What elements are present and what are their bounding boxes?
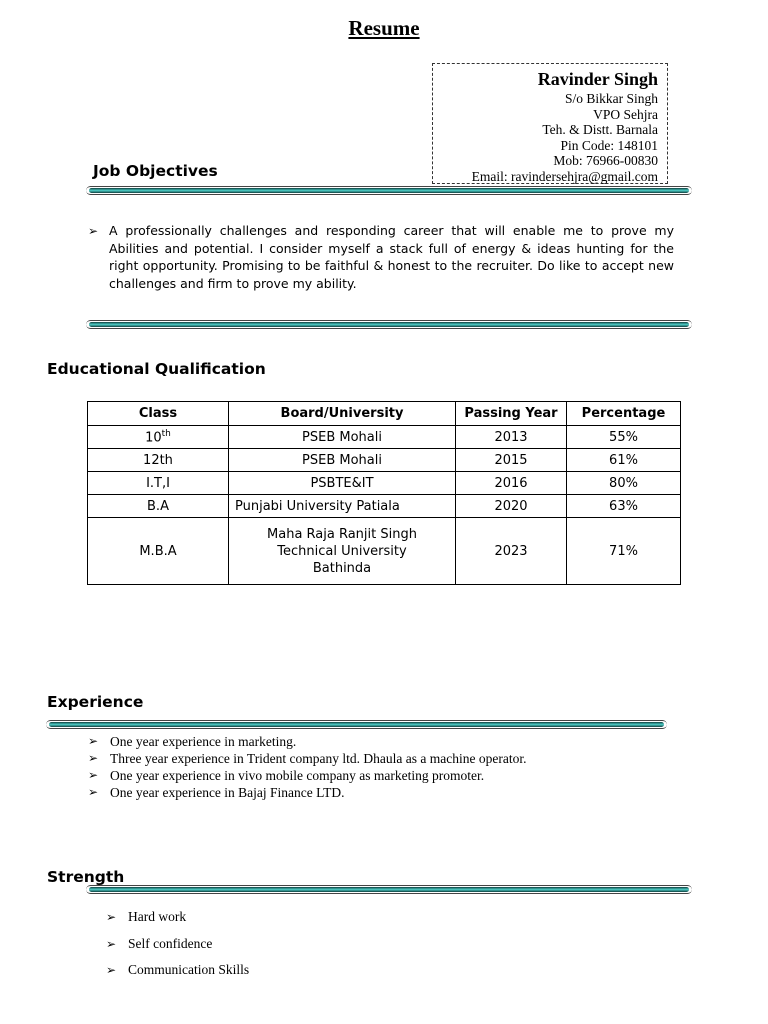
percentage-cell: 61% bbox=[567, 449, 681, 472]
board-line: Technical University bbox=[277, 543, 407, 559]
list-item: ➢ Communication Skills bbox=[106, 957, 249, 984]
experience-heading: Experience bbox=[47, 693, 144, 711]
section-divider bbox=[89, 188, 689, 193]
board-cell: PSEB Mohali bbox=[229, 449, 456, 472]
class-cell: B.A bbox=[88, 495, 229, 518]
table-row bbox=[88, 472, 681, 495]
percentage-cell: 63% bbox=[567, 495, 681, 518]
year-cell: 2015 bbox=[456, 449, 567, 472]
table-row bbox=[88, 449, 681, 472]
section-divider bbox=[49, 722, 664, 727]
list-item: ➢ Hard work bbox=[106, 904, 249, 931]
applicant-name: Ravinder Singh bbox=[537, 69, 658, 89]
arrowhead-bullet-icon: ➢ bbox=[106, 936, 117, 951]
strength-heading: Strength bbox=[47, 868, 125, 886]
list-item: ➢ Three year experience in Trident company ltd. Dhaula as a machine operator. bbox=[88, 751, 527, 766]
board-cell: Punjabi University Patiala bbox=[229, 495, 456, 518]
year-cell: 2016 bbox=[456, 472, 567, 495]
contact-line-email: Email: ravindersehjra@gmail.com bbox=[471, 168, 658, 184]
arrowhead-bullet-icon: ➢ bbox=[88, 224, 99, 238]
board-cell: PSEB Mohali bbox=[229, 426, 456, 449]
column-header-year: Passing Year bbox=[456, 402, 567, 426]
class-cell: I.T,I bbox=[88, 472, 229, 495]
board-line: Maha Raja Ranjit Singh bbox=[267, 526, 417, 542]
contact-line-mobile: Mob: 76966-00830 bbox=[553, 153, 658, 169]
year-cell: 2013 bbox=[456, 426, 567, 449]
class-cell: M.B.A bbox=[88, 518, 229, 585]
arrowhead-bullet-icon: ➢ bbox=[88, 785, 99, 799]
arrowhead-bullet-icon: ➢ bbox=[88, 768, 99, 782]
table-row bbox=[88, 518, 681, 585]
class-cell: 12th bbox=[88, 449, 229, 472]
list-item: ➢ One year experience in marketing. bbox=[88, 734, 297, 749]
job-objectives-heading: Job Objectives bbox=[93, 162, 218, 180]
percentage-cell: 80% bbox=[567, 472, 681, 495]
column-header-class: Class bbox=[88, 402, 229, 426]
objective-block bbox=[88, 222, 674, 292]
arrowhead-bullet-icon: ➢ bbox=[88, 751, 99, 765]
column-header-board: Board/University bbox=[229, 402, 456, 426]
arrowhead-bullet-icon: ➢ bbox=[88, 734, 99, 748]
experience-list bbox=[88, 733, 526, 801]
board-cell: PSBTE&IT bbox=[229, 472, 456, 495]
arrowhead-bullet-icon: ➢ bbox=[106, 910, 117, 924]
contact-line-district: Teh. & Distt. Barnala bbox=[542, 122, 658, 138]
table-header-row bbox=[88, 402, 681, 426]
arrowhead-bullet-icon: ➢ bbox=[106, 963, 117, 977]
year-cell: 2023 bbox=[456, 518, 567, 585]
list-item: ➢ One year experience in Bajaj Finance LTD. bbox=[88, 785, 345, 800]
objective-text: A professionally challenges and responding career that will enable me to prove my Abilities and potential. I consider myself a stack full of energy & ideas hunting for the right opportunity. Promising to be faithful & honest to the recruiter. Do like to accept new challenges and firm to prove my ability. bbox=[109, 223, 674, 291]
percentage-cell: 71% bbox=[567, 518, 681, 585]
education-table bbox=[87, 401, 681, 585]
column-header-percentage: Percentage bbox=[567, 402, 681, 426]
section-divider bbox=[89, 887, 689, 892]
table-row bbox=[88, 426, 681, 449]
board-cell bbox=[229, 518, 456, 585]
contact-box bbox=[432, 63, 668, 184]
education-heading: Educational Qualification bbox=[47, 360, 266, 378]
list-item: ➢ One year experience in vivo mobile company as marketing promoter. bbox=[88, 768, 485, 783]
strength-list bbox=[106, 904, 249, 984]
percentage-cell: 55% bbox=[567, 426, 681, 449]
page-title: Resume bbox=[348, 16, 420, 40]
contact-line-father: S/o Bikkar Singh bbox=[564, 91, 658, 106]
contact-line-pincode: Pin Code: 148101 bbox=[560, 137, 658, 153]
class-cell: 10th bbox=[88, 426, 229, 449]
list-item: ➢ Self confidence bbox=[106, 931, 249, 958]
year-cell: 2020 bbox=[456, 495, 567, 518]
section-divider bbox=[89, 322, 689, 327]
table-row bbox=[88, 495, 681, 518]
contact-line-village: VPO Sehjra bbox=[593, 106, 658, 122]
board-line: Bathinda bbox=[312, 560, 372, 576]
